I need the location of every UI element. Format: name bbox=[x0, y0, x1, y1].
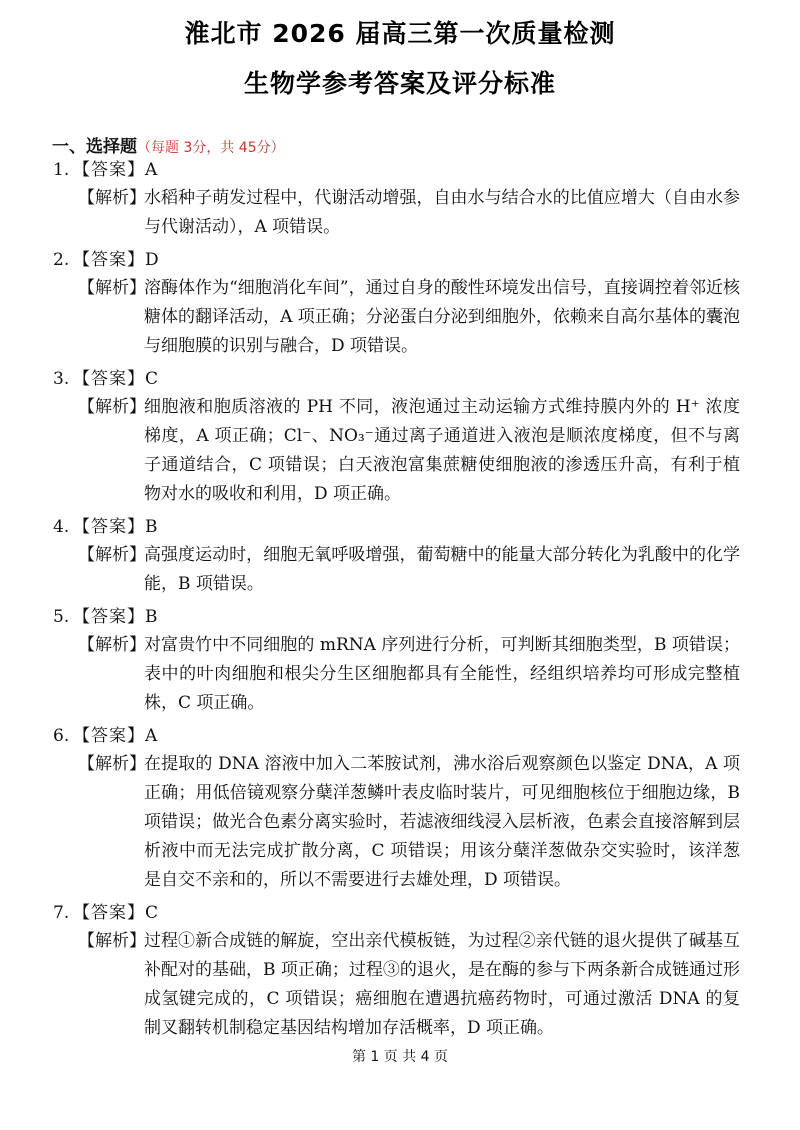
question-number: 5. bbox=[53, 607, 70, 627]
answer-line bbox=[0, 156, 800, 184]
explanation-text: 细胞液和胞质溶液的 PH 不同，液泡通过主动运输方式维持膜内外的 H⁺ 浓度梯度，A 项正确；Cl⁻、NO₃⁻通过离子通道进入液泡是顺浓度梯度，但不与离子通道结合，C 项错误；白天液泡富集蔗糖使细胞液的渗透压升高，有利于植物对水的吸收和利用，D 项正确。 bbox=[144, 397, 740, 504]
explanation bbox=[0, 393, 800, 509]
answer-value: B bbox=[145, 517, 158, 537]
answer-item bbox=[0, 365, 800, 509]
answer-line bbox=[0, 899, 800, 927]
answer-line bbox=[0, 246, 800, 274]
answer-value: A bbox=[145, 160, 158, 180]
question-number: 6. bbox=[53, 726, 70, 746]
answer-line bbox=[0, 603, 800, 631]
explain-tag: 【解析】 bbox=[78, 931, 146, 951]
question-number: 3. bbox=[53, 369, 70, 389]
answer-tag: 【答案】 bbox=[73, 250, 145, 270]
explanation-text: 过程①新合成链的解旋，空出亲代模板链，为过程②亲代链的退火提供了碱基互补配对的基础，B 项正确；过程③的退火，是在酶的参与下两条新合成链通过形成氢键完成的，C 项错误；癌细胞在遭遇抗癌药物时，可通过激活 DNA 的复制叉翻转机制稳定基因结构增加存活概率，D 项正确。 bbox=[144, 931, 740, 1038]
answer-tag: 【答案】 bbox=[73, 726, 145, 746]
answer-tag: 【答案】 bbox=[73, 903, 145, 923]
explanation-text: 水稻种子萌发过程中，代谢活动增强，自由水与结合水的比值应增大（自由水参与代谢活动），A 项错误。 bbox=[144, 188, 740, 237]
answer-tag: 【答案】 bbox=[73, 607, 145, 627]
question-number: 7. bbox=[53, 903, 70, 923]
explain-tag: 【解析】 bbox=[78, 754, 146, 774]
answer-item bbox=[0, 722, 800, 895]
answer-value: A bbox=[145, 726, 158, 746]
question-number: 2. bbox=[53, 250, 70, 270]
answer-value: D bbox=[145, 250, 159, 270]
answer-value: B bbox=[145, 607, 158, 627]
explanation bbox=[0, 927, 800, 1043]
explanation bbox=[0, 750, 800, 895]
explain-tag: 【解析】 bbox=[78, 278, 146, 298]
answer-list bbox=[0, 156, 800, 1047]
answer-line bbox=[0, 722, 800, 750]
explanation bbox=[0, 541, 800, 599]
page-footer: 第 1 页 共 4 页 bbox=[351, 1049, 449, 1065]
answer-line bbox=[0, 365, 800, 393]
explain-tag: 【解析】 bbox=[78, 188, 146, 208]
question-number: 1. bbox=[53, 160, 70, 180]
explanation bbox=[0, 274, 800, 361]
explanation-text: 对富贵竹中不同细胞的 mRNA 序列进行分析，可判断其细胞类型，B 项错误；表中的叶肉细胞和根尖分生区细胞都具有全能性，经组织培养均可形成完整植株，C 项正确。 bbox=[144, 635, 740, 713]
explain-tag: 【解析】 bbox=[78, 635, 146, 655]
explanation-text: 在提取的 DNA 溶液中加入二苯胺试剂，沸水浴后观察颜色以鉴定 DNA，A 项正确；用低倍镜观察分蘖洋葱鳞叶表皮临时装片，可见细胞核位于细胞边缘，B 项错误；做光合色素分离实验时，若滤液细线浸入层析液，色素会直接溶解到层析液中而无法完成扩散分离，C 项错误；用该分蘖洋葱做杂交实验时，该洋葱是自交不亲和的，所以不需要进行去雄处理，D 项错误。 bbox=[144, 754, 740, 890]
explanation-text: 溶酶体作为“细胞消化车间”，通过自身的酸性环境发出信号，直接调控着邻近核糖体的翻译活动，A 项正确；分泌蛋白分泌到细胞外，依赖来自高尔基体的囊泡与细胞膜的识别与融合，D 项错误。 bbox=[144, 278, 740, 356]
explanation-text: 高强度运动时，细胞无氧呼吸增强，葡萄糖中的能量大部分转化为乳酸中的化学能，B 项错误。 bbox=[144, 545, 740, 594]
answer-item bbox=[0, 899, 800, 1043]
section-label: 一、选择题 bbox=[52, 137, 137, 157]
explanation bbox=[0, 631, 800, 718]
answer-item bbox=[0, 603, 800, 718]
answer-item bbox=[0, 246, 800, 361]
answer-item bbox=[0, 156, 800, 242]
explain-tag: 【解析】 bbox=[78, 397, 146, 417]
explain-tag: 【解析】 bbox=[78, 545, 146, 565]
page-title: 淮北市 2026 届高三第一次质量检测 bbox=[184, 19, 616, 48]
explanation bbox=[0, 184, 800, 242]
page-subtitle: 生物学参考答案及评分标准 bbox=[243, 69, 556, 98]
answer-item bbox=[0, 513, 800, 599]
section-note: （每题 3分，共 45分） bbox=[137, 140, 285, 156]
answer-line bbox=[0, 513, 800, 541]
answer-tag: 【答案】 bbox=[73, 517, 145, 537]
answer-tag: 【答案】 bbox=[73, 369, 145, 389]
answer-value: C bbox=[145, 903, 159, 923]
question-number: 4. bbox=[53, 517, 70, 537]
answer-tag: 【答案】 bbox=[73, 160, 145, 180]
answer-value: C bbox=[145, 369, 159, 389]
section-heading bbox=[52, 132, 285, 157]
